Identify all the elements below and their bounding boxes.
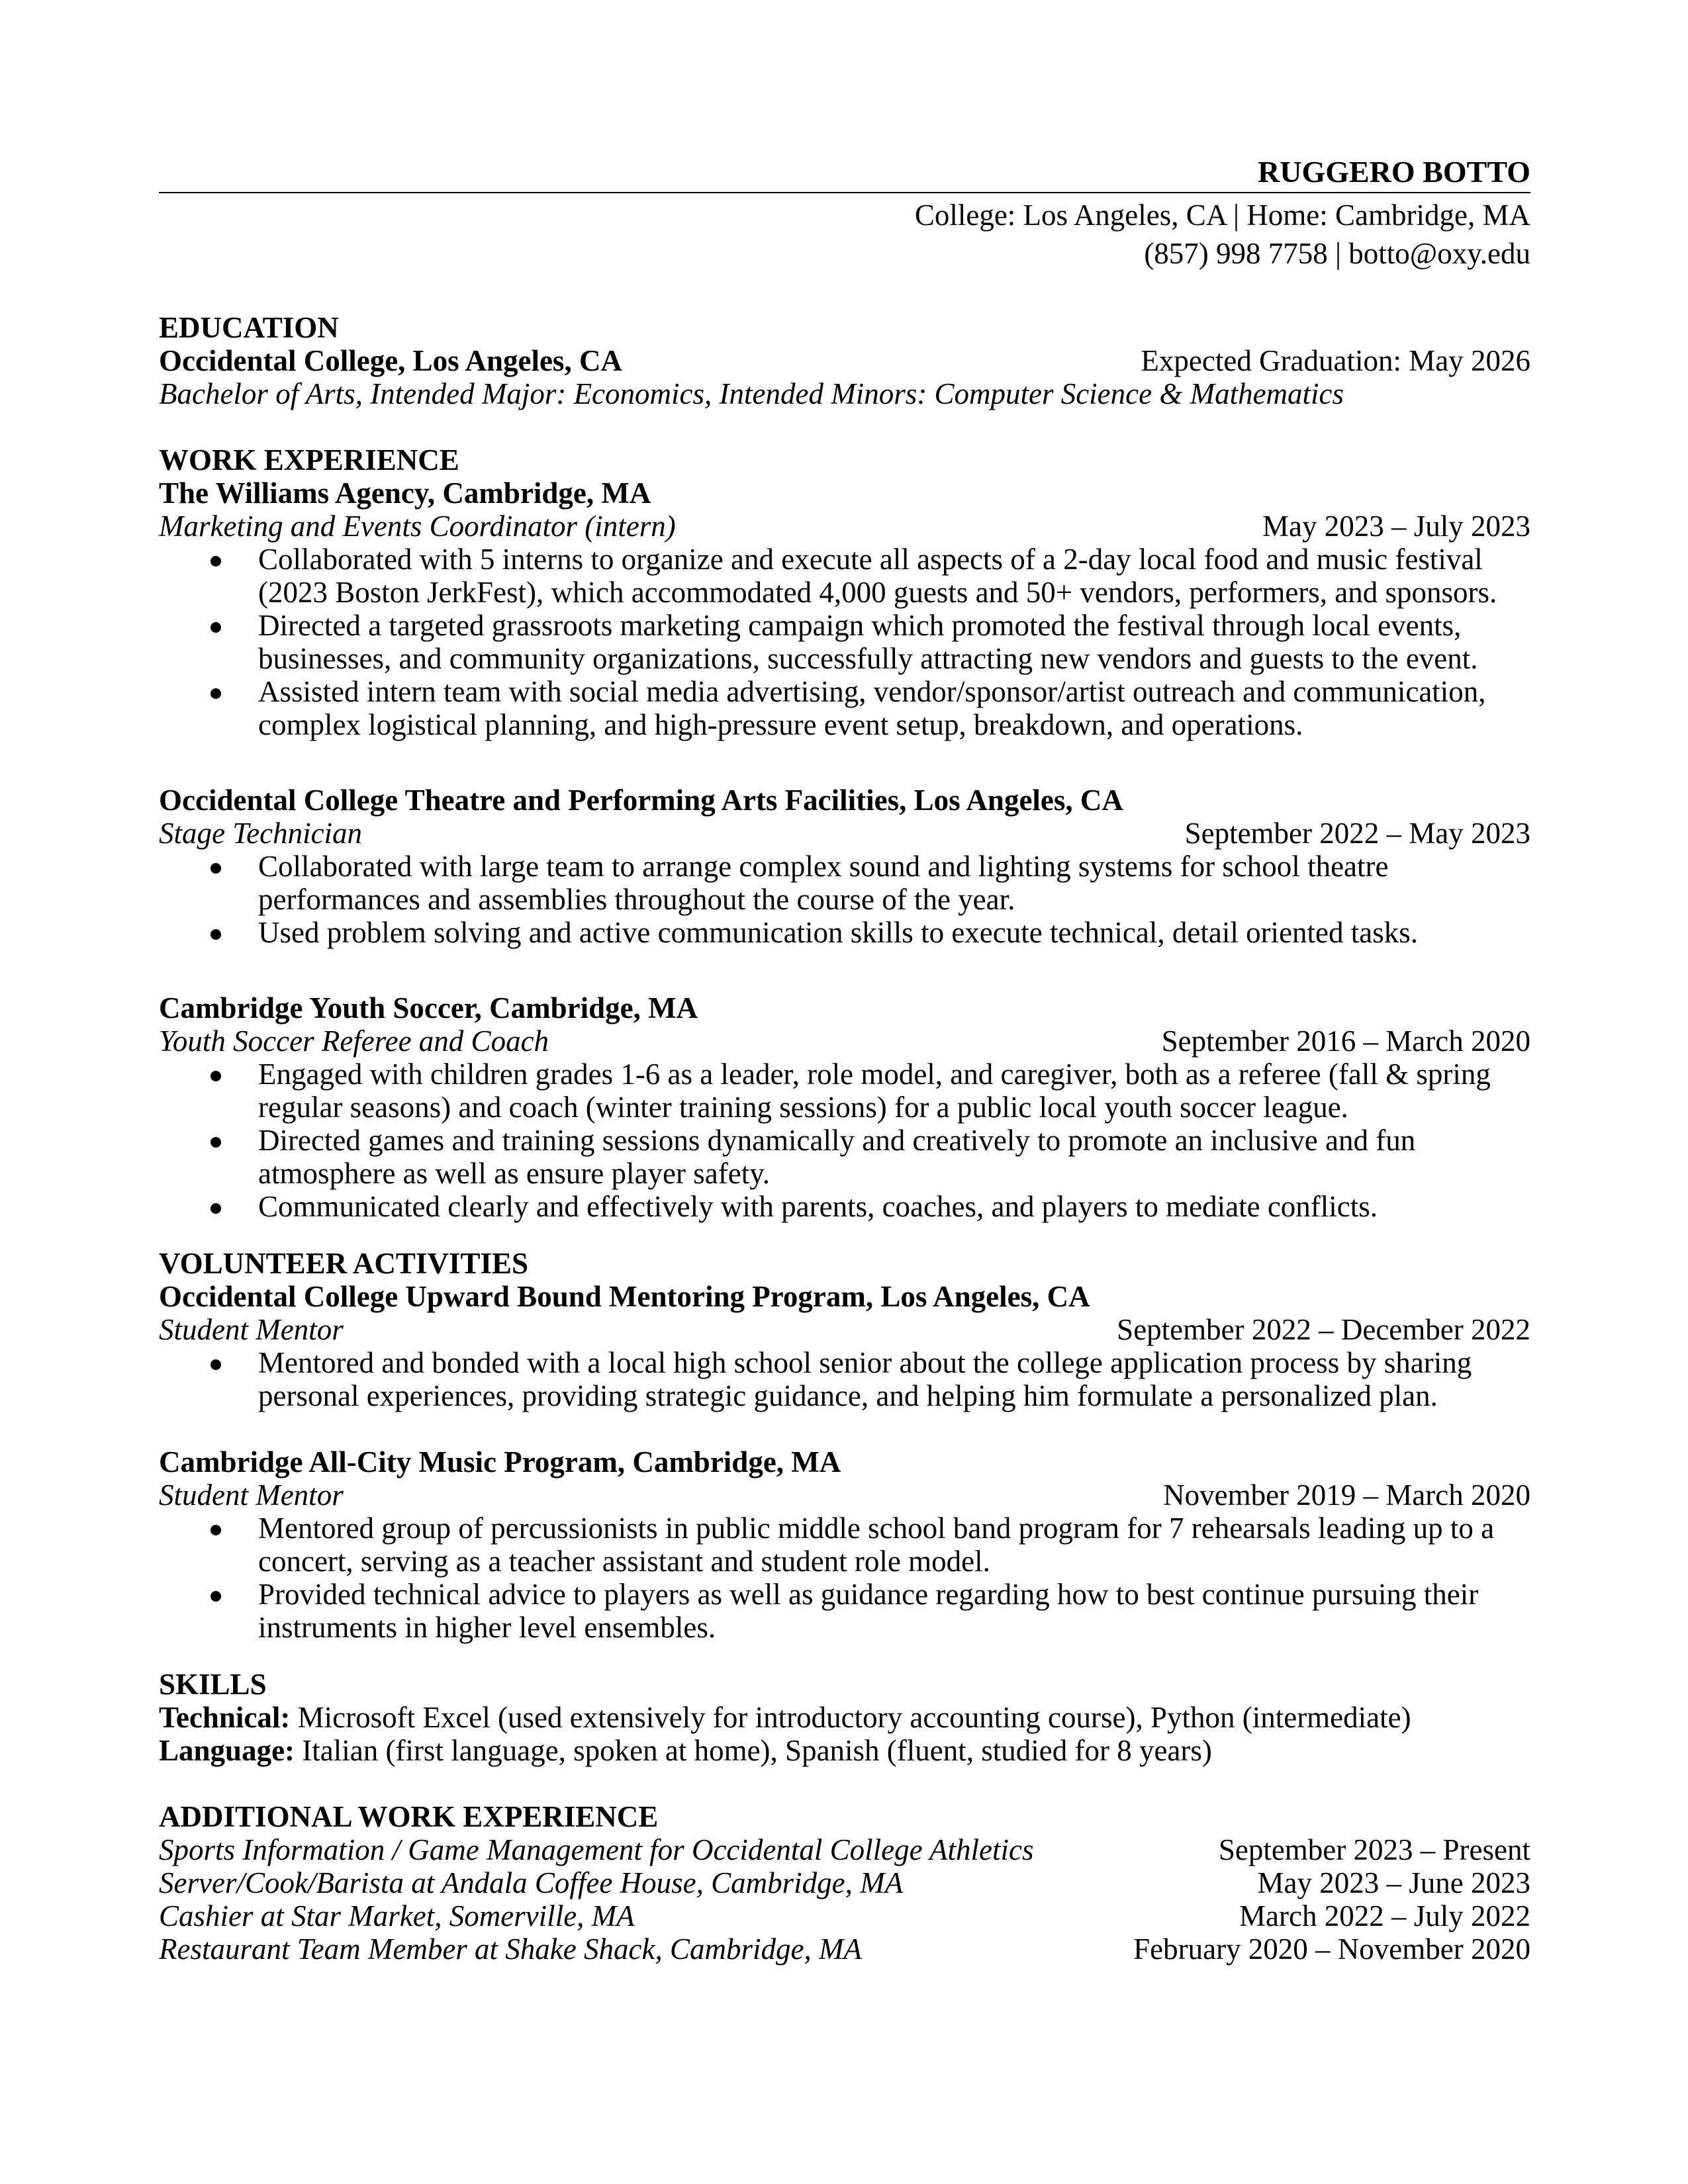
volunteer-title: VOLUNTEER ACTIVITIES (159, 1247, 529, 1280)
additional-dates: March 2022 – July 2022 (1239, 1899, 1530, 1933)
entry-bullet-list (159, 1346, 1530, 1412)
additional-dates: May 2023 – June 2023 (1257, 1866, 1530, 1899)
entry-role: Student Mentor (159, 1479, 344, 1512)
bullet-item: Directed a targeted grassroots marketing campaign which promoted the festival through local events, businesses, and community organizations, successfully attracting new vendors and guests to the event. (258, 609, 1530, 675)
entry-organization: The Williams Agency, Cambridge, MA (159, 477, 651, 510)
skills-language-label: Language: (159, 1734, 295, 1767)
skills-language-text: Italian (first language, spoken at home), Spanish (fluent, studied for 8 years) (295, 1734, 1212, 1767)
entry-role-row (159, 817, 1530, 850)
bullet-item: Mentored and bonded with a local high school senior about the college application process by sharing personal experiences, providing strategic guidance, and helping him formulate a personalized plan. (258, 1346, 1530, 1412)
additional-row (159, 1899, 1530, 1933)
education-title: EDUCATION (159, 311, 339, 344)
entry-dates: September 2022 – December 2022 (1117, 1313, 1530, 1346)
entry-role: Student Mentor (159, 1313, 344, 1346)
entry-role-row (159, 1024, 1530, 1058)
skills-technical-text: Microsoft Excel (used extensively for introductory accounting course), Python (intermediate) (290, 1701, 1411, 1734)
skills-section (159, 1668, 1530, 1767)
entry-bullet-list (159, 1512, 1530, 1644)
additional-row (159, 1933, 1530, 1966)
education-row (159, 344, 1530, 377)
additional-dates: February 2020 – November 2020 (1133, 1933, 1530, 1966)
entry-dates: September 2016 – March 2020 (1161, 1024, 1530, 1058)
experience-entry (159, 477, 1530, 741)
experience-entry (159, 784, 1530, 949)
bullet-item: Provided technical advice to players as well as guidance regarding how to best continue pursuing their instruments in higher level ensembles. (258, 1578, 1530, 1644)
entry-role: Youth Soccer Referee and Coach (159, 1024, 549, 1058)
entry-dates: May 2023 – July 2023 (1262, 510, 1530, 543)
resume-header (159, 154, 1530, 273)
skills-title: SKILLS (159, 1668, 267, 1701)
bullet-item: Collaborated with 5 interns to organize and execute all aspects of a 2-day local food and music festival (2023 Boston JerkFest), which accommodated 4,000 guests and 50+ vendors, performers, and sponsors. (258, 543, 1530, 609)
applicant-name: RUGGERO BOTTO (1258, 155, 1530, 189)
work-section (159, 443, 1530, 1223)
additional-row (159, 1866, 1530, 1899)
additional-section (159, 1800, 1530, 1966)
experience-entry (159, 1445, 1530, 1644)
experience-entry (159, 991, 1530, 1223)
volunteer-section (159, 1247, 1530, 1644)
additional-row (159, 1833, 1530, 1866)
experience-entry (159, 1280, 1530, 1412)
additional-title: ADDITIONAL WORK EXPERIENCE (159, 1800, 659, 1833)
header-contact: (857) 998 7758 | botto@oxy.edu (1144, 237, 1530, 270)
skills-technical-label: Technical: (159, 1701, 291, 1734)
skills-language (159, 1734, 1530, 1767)
bullet-item: Communicated clearly and effectively with parents, coaches, and players to mediate conflicts. (258, 1190, 1530, 1223)
entry-bullet-list (159, 850, 1530, 949)
entry-organization: Cambridge Youth Soccer, Cambridge, MA (159, 991, 698, 1024)
additional-dates: September 2023 – Present (1218, 1833, 1530, 1866)
entry-bullet-list (159, 543, 1530, 741)
bullet-item: Collaborated with large team to arrange complex sound and lighting systems for school theatre performances and assemblies throughout the course of the year. (258, 850, 1530, 916)
additional-role: Restaurant Team Member at Shake Shack, Cambridge, MA (159, 1933, 862, 1966)
header-locations: College: Los Angeles, CA | Home: Cambridge, MA (914, 199, 1530, 232)
education-school: Occidental College, Los Angeles, CA (159, 344, 622, 377)
education-degree: Bachelor of Arts, Intended Major: Economics, Intended Minors: Computer Science & Mathematics (159, 377, 1344, 410)
volunteer-items (159, 1280, 1530, 1644)
entry-dates: September 2022 – May 2023 (1184, 817, 1530, 850)
additional-items (159, 1833, 1530, 1966)
additional-role: Server/Cook/Barista at Andala Coffee House, Cambridge, MA (159, 1866, 904, 1899)
additional-role: Sports Information / Game Management for Occidental College Athletics (159, 1833, 1034, 1866)
education-section (159, 311, 1530, 410)
entry-organization: Occidental College Upward Bound Mentoring Program, Los Angeles, CA (159, 1280, 1090, 1313)
entry-bullet-list (159, 1058, 1530, 1223)
entry-role-row (159, 1313, 1530, 1346)
entry-role-row (159, 1479, 1530, 1512)
bullet-item: Directed games and training sessions dynamically and creatively to promote an inclusive and fun atmosphere as well as ensure player safety. (258, 1124, 1530, 1190)
education-graduation: Expected Graduation: May 2026 (1141, 344, 1530, 377)
bullet-item: Engaged with children grades 1-6 as a leader, role model, and caregiver, both as a referee (fall & spring regular seasons) and coach (winter training sessions) for a public local youth soccer league. (258, 1058, 1530, 1124)
bullet-item: Assisted intern team with social media advertising, vendor/sponsor/artist outreach and communication, complex logistical planning, and high-pressure event setup, breakdown, and operations. (258, 675, 1530, 741)
work-jobs (159, 477, 1530, 1223)
entry-dates: November 2019 – March 2020 (1163, 1479, 1530, 1512)
resume-content (159, 154, 1530, 1966)
entry-role: Marketing and Events Coordinator (intern) (159, 510, 676, 543)
entry-organization: Cambridge All-City Music Program, Cambridge, MA (159, 1445, 841, 1479)
header-rule (159, 192, 1530, 193)
entry-role: Stage Technician (159, 817, 363, 850)
bullet-item: Used problem solving and active communication skills to execute technical, detail oriented tasks. (258, 916, 1530, 949)
additional-role: Cashier at Star Market, Somerville, MA (159, 1899, 635, 1933)
skills-technical (159, 1701, 1530, 1734)
work-title: WORK EXPERIENCE (159, 443, 459, 477)
entry-organization: Occidental College Theatre and Performing Arts Facilities, Los Angeles, CA (159, 784, 1123, 817)
bullet-item: Mentored group of percussionists in public middle school band program for 7 rehearsals leading up to a concert, serving as a teacher assistant and student role model. (258, 1512, 1530, 1578)
entry-role-row (159, 510, 1530, 543)
